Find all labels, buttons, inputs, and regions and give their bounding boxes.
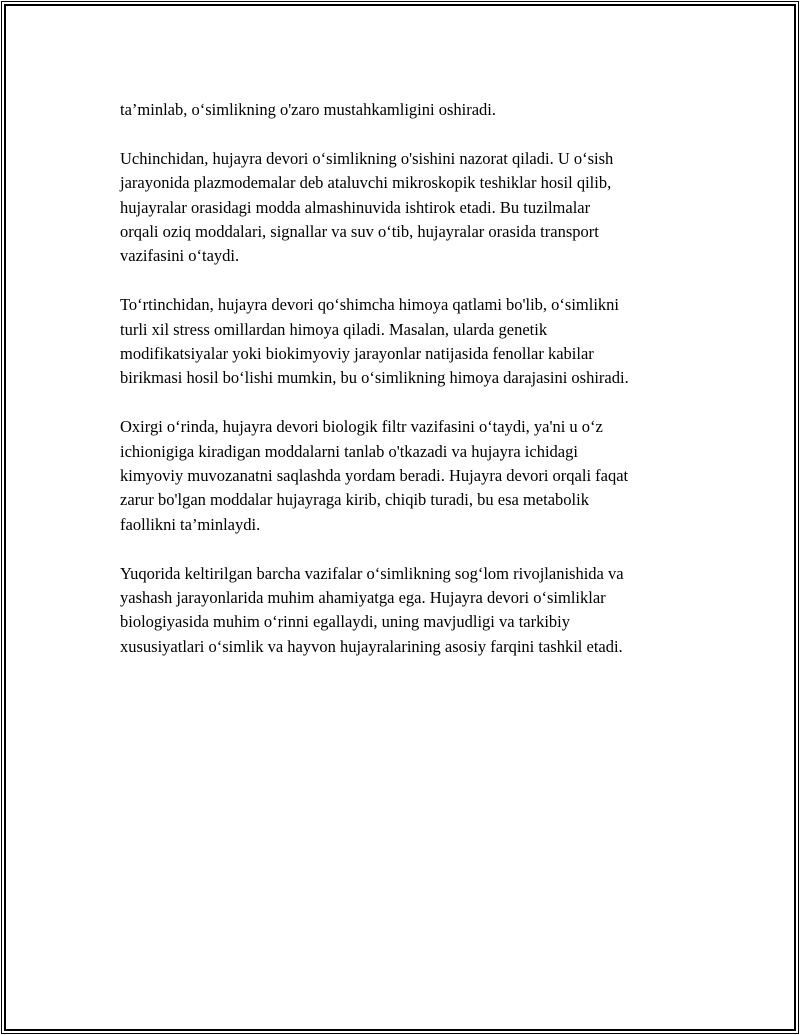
- document-body: [120, 98, 700, 684]
- paragraph-line: ta’minlab, o‘simlikning o'zaro mustahkamligini oshiradi.: [120, 100, 496, 119]
- paragraph-line: To‘rtinchidan, hujayra devori qo‘shimcha himoya qatlami bo'lib, o‘simlikni: [120, 295, 620, 315]
- paragraph-2: [120, 147, 700, 269]
- paragraph-line: modifikatsiyalar yoki biokimyoviy jarayonlar natijasida fenollar kabilar: [120, 344, 594, 364]
- paragraph-line: turli xil stress omillardan himoya qiladi. Masalan, ularda genetik: [120, 319, 548, 339]
- paragraph-line: Oxirgi o‘rinda, hujayra devori biologik filtr vazifasini o‘taydi, ya'ni u o‘z: [120, 417, 603, 437]
- document-page: [4, 4, 796, 1031]
- paragraph-4: [120, 415, 700, 537]
- paragraph-line: zarur bo'lgan moddalar hujayraga kirib, chiqib turadi, bu esa metabolik: [120, 490, 589, 510]
- paragraph-line: birikmasi hosil bo‘lishi mumkin, bu o‘simlikning himoya darajasini oshiradi.: [120, 368, 629, 388]
- paragraph-line: ichionigiga kiradigan moddalarni tanlab o'tkazadi va hujayra ichidagi: [120, 441, 578, 461]
- paragraph-line: jarayonida plazmodemalar deb ataluvchi mikroskopik teshiklar hosil qilib,: [120, 173, 612, 193]
- paragraph-line: yashash jarayonlarida muhim ahamiyatga ega. Hujayra devori o‘simliklar: [120, 588, 606, 608]
- paragraph-line: vazifasini o‘taydi.: [120, 246, 240, 266]
- paragraph-line: xususiyatlari o‘simlik va hayvon hujayralarining asosiy farqini tashkil etadi.: [120, 636, 623, 656]
- paragraph-line: hujayralar orasidagi modda almashinuvida ishtirok etadi. Bu tuzilmalar: [120, 197, 591, 217]
- paragraph-line: Yuqorida keltirilgan barcha vazifalar o‘simlikning sog‘lom rivojlanishida va: [120, 563, 624, 583]
- paragraph-1: [120, 98, 700, 122]
- paragraph-line: biologiyasida muhim o‘rinni egallaydi, uning mavjudligi va tarkibiy: [120, 612, 571, 632]
- paragraph-line: Uchinchidan, hujayra devori o‘simlikning o'sishini nazorat qiladi. U o‘sish: [120, 148, 614, 168]
- paragraph-line: kimyoviy muvozanatni saqlashda yordam beradi. Hujayra devori orqali faqat: [120, 466, 629, 486]
- paragraph-line: orqali oziq moddalari, signallar va suv o‘tib, hujayralar orasida transport: [120, 222, 599, 242]
- paragraph-line: faollikni ta’minlaydi.: [120, 514, 261, 534]
- paragraph-3: [120, 293, 700, 391]
- paragraph-5: [120, 562, 700, 660]
